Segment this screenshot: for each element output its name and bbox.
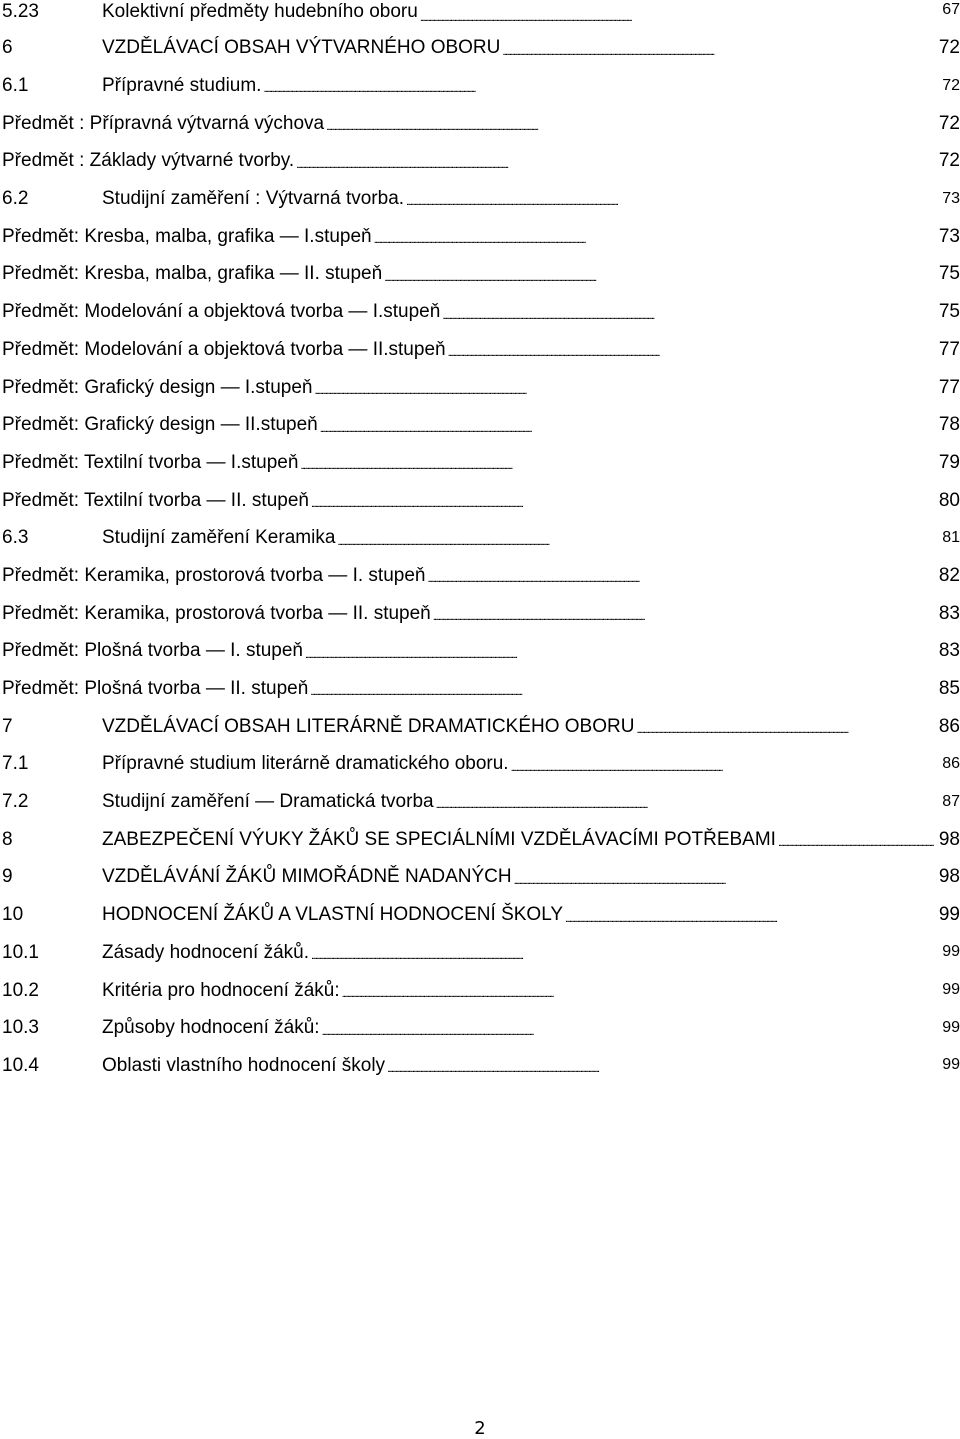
toc-entry-page: 85 xyxy=(938,678,960,700)
toc-dot-leader xyxy=(311,952,934,960)
toc-entry-page: 73 xyxy=(938,225,960,247)
toc-entry-page: 72 xyxy=(942,76,960,94)
toc-entry-page: 78 xyxy=(938,414,960,436)
toc-entry[interactable] xyxy=(2,934,960,972)
toc-dot-leader xyxy=(442,312,934,320)
toc-entry[interactable] xyxy=(2,29,960,67)
toc-entry[interactable] xyxy=(2,745,960,783)
toc-entry[interactable] xyxy=(2,481,960,519)
toc-entry-number: 6.2 xyxy=(2,188,29,210)
toc-dot-leader xyxy=(326,123,934,131)
toc-entry[interactable] xyxy=(2,0,960,29)
toc-dot-leader xyxy=(514,877,934,885)
toc-entry-page: 87 xyxy=(942,792,960,810)
toc-entry[interactable] xyxy=(2,331,960,369)
toc-entry[interactable] xyxy=(2,670,960,708)
toc-entry-title: Předmět: Textilní tvorba — II. stupeň xyxy=(2,489,309,511)
toc-entry-page: 75 xyxy=(938,301,960,323)
toc-entry-page: 86 xyxy=(938,715,960,737)
toc-entry-page: 98 xyxy=(938,866,960,888)
toc-entry-title: VZDĚLÁVACÍ OBSAH VÝTVARNÉHO OBORU xyxy=(102,37,501,59)
toc-entry-title: VZDĚLÁVÁNÍ ŽÁKŮ MIMOŘÁDNĚ NADANÝCH xyxy=(102,866,512,888)
toc-entry-number: 6 xyxy=(2,37,13,59)
toc-entry-page: 83 xyxy=(938,640,960,662)
toc-dot-leader xyxy=(427,575,934,583)
toc-entry-title: Studijní zaměření : Výtvarná tvorba. xyxy=(102,188,405,210)
toc-entry-page: 72 xyxy=(938,37,960,59)
toc-dot-leader xyxy=(296,161,934,169)
toc-entry-number: 10 xyxy=(2,904,24,926)
toc-entry-number: 10.4 xyxy=(2,1054,39,1076)
toc-entry-number: 7.1 xyxy=(2,753,29,775)
toc-entry-page: 99 xyxy=(942,1018,960,1036)
toc-entry[interactable] xyxy=(2,971,960,1009)
toc-dot-leader xyxy=(263,85,934,93)
toc-dot-leader xyxy=(436,801,934,809)
toc-entry-title: Předmět: Keramika, prostorová tvorba — II. stupeň xyxy=(2,602,431,624)
toc-entry[interactable] xyxy=(2,1047,960,1085)
toc-entry-page: 83 xyxy=(938,602,960,624)
toc-entry-page: 73 xyxy=(942,189,960,207)
toc-entry[interactable] xyxy=(2,180,960,218)
toc-entry-page: 67 xyxy=(942,1,960,18)
toc-entry-page: 79 xyxy=(938,451,960,473)
toc-entry-title: Způsoby hodnocení žáků: xyxy=(102,1017,320,1039)
toc-entry-title: Předmět: Modelování a objektová tvorba — I.stupeň xyxy=(2,301,441,323)
toc-entry[interactable] xyxy=(2,783,960,821)
toc-entry-title: Studijní zaměření — Dramatická tvorba xyxy=(102,791,434,813)
toc-entry-title: Předmět: Grafický design — II.stupeň xyxy=(2,414,318,436)
toc-entry-title: Předmět: Grafický design — I.stupeň xyxy=(2,376,313,398)
toc-entry[interactable] xyxy=(2,444,960,482)
toc-entry[interactable] xyxy=(2,519,960,557)
toc-dot-leader xyxy=(314,387,934,395)
toc-entry-title: Předmět: Textilní tvorba — I.stupeň xyxy=(2,451,299,473)
toc-entry-page: 86 xyxy=(942,754,960,772)
toc-dot-leader xyxy=(322,1028,934,1036)
toc-dot-leader xyxy=(448,349,934,357)
toc-entry[interactable] xyxy=(2,820,960,858)
toc-entry-title: Zásady hodnocení žáků. xyxy=(102,941,310,963)
toc-entry-title: Studijní zaměření Keramika xyxy=(102,527,336,549)
toc-dot-leader xyxy=(433,613,934,621)
toc-entry-title: Předmět: Keramika, prostorová tvorba — I. stupeň xyxy=(2,564,426,586)
toc-entry-page: 72 xyxy=(938,112,960,134)
toc-entry-number: 10.3 xyxy=(2,1017,39,1039)
toc-entry-title: Předmět: Kresba, malba, grafika — II. stupeň xyxy=(2,263,383,285)
toc-dot-leader xyxy=(320,425,934,433)
page-number: 2 xyxy=(474,1418,486,1439)
toc-entry-title: Přípravné studium literárně dramatického oboru. xyxy=(102,753,509,775)
toc-dot-leader xyxy=(565,915,934,923)
toc-entry-page: 99 xyxy=(942,981,960,999)
toc-entry-page: 72 xyxy=(938,150,960,172)
toc-dot-leader xyxy=(636,726,934,734)
toc-dot-leader xyxy=(511,764,934,772)
toc-entry-title: Předmět : Základy výtvarné tvorby. xyxy=(2,150,295,172)
toc-entry[interactable] xyxy=(2,255,960,293)
toc-dot-leader xyxy=(300,462,934,470)
toc-dot-leader xyxy=(420,14,934,22)
toc-entry-page: 82 xyxy=(938,564,960,586)
toc-entry-page: 80 xyxy=(938,489,960,511)
toc-entry-title: Kritéria pro hodnocení žáků: xyxy=(102,979,340,1001)
toc-entry-page: 81 xyxy=(942,528,960,546)
toc-dot-leader xyxy=(406,198,934,206)
table-of-contents xyxy=(2,0,960,1084)
toc-entry[interactable] xyxy=(2,557,960,595)
toc-entry-title: VZDĚLÁVACÍ OBSAH LITERÁRNĚ DRAMATICKÉHO OBORU xyxy=(102,715,635,737)
toc-entry[interactable] xyxy=(2,406,960,444)
toc-dot-leader xyxy=(342,990,934,998)
toc-entry-page: 99 xyxy=(942,1056,960,1074)
toc-dot-leader xyxy=(387,1065,934,1073)
toc-entry-title: Předmět: Modelování a objektová tvorba — II.stupeň xyxy=(2,338,446,360)
toc-dot-leader xyxy=(305,651,934,659)
toc-entry-number: 9 xyxy=(2,866,13,888)
toc-entry-title: Předmět : Přípravná výtvarná výchova xyxy=(2,112,325,134)
toc-entry-page: 75 xyxy=(938,263,960,285)
toc-entry-page: 77 xyxy=(938,376,960,398)
toc-entry[interactable] xyxy=(2,142,960,180)
toc-entry-title: ZABEZPEČENÍ VÝUKY ŽÁKŮ SE SPECIÁLNÍMI VZDĚLÁVACÍMI POTŘEBAMI xyxy=(102,828,776,850)
toc-dot-leader xyxy=(310,688,934,696)
toc-dot-leader xyxy=(311,500,934,508)
toc-entry-title: Přípravné studium. xyxy=(102,75,262,97)
toc-entry[interactable] xyxy=(2,368,960,406)
toc-entry[interactable] xyxy=(2,1009,960,1047)
toc-entry-title: Oblasti vlastního hodnocení školy xyxy=(102,1054,386,1076)
toc-entry[interactable] xyxy=(2,594,960,632)
toc-dot-leader xyxy=(778,839,934,847)
toc-dot-leader xyxy=(374,236,934,244)
toc-entry[interactable] xyxy=(2,104,960,142)
toc-entry-number: 5.23 xyxy=(2,1,39,22)
toc-entry[interactable] xyxy=(2,896,960,934)
toc-entry-page: 98 xyxy=(938,828,960,850)
toc-entry[interactable] xyxy=(2,217,960,255)
toc-entry[interactable] xyxy=(2,707,960,745)
toc-entry-number: 10.2 xyxy=(2,979,39,1001)
toc-entry-number: 7 xyxy=(2,715,13,737)
toc-entry[interactable] xyxy=(2,67,960,105)
toc-entry-number: 10.1 xyxy=(2,941,39,963)
toc-entry-page: 99 xyxy=(938,904,960,926)
toc-entry[interactable] xyxy=(2,632,960,670)
toc-entry[interactable] xyxy=(2,858,960,896)
toc-entry-title: Předmět: Plošná tvorba — II. stupeň xyxy=(2,678,309,700)
toc-entry-title: HODNOCENÍ ŽÁKŮ A VLASTNÍ HODNOCENÍ ŠKOLY xyxy=(102,904,564,926)
toc-entry-title: Předmět: Kresba, malba, grafika — I.stupeň xyxy=(2,225,372,247)
toc-entry-page: 77 xyxy=(938,338,960,360)
toc-entry-number: 6.3 xyxy=(2,527,29,549)
toc-entry-number: 8 xyxy=(2,828,13,850)
toc-entry-number: 6.1 xyxy=(2,75,29,97)
toc-entry-title: Předmět: Plošná tvorba — I. stupeň xyxy=(2,640,303,662)
toc-dot-leader xyxy=(337,538,934,546)
toc-entry-title: Kolektivní předměty hudebního oboru xyxy=(102,1,418,22)
toc-dot-leader xyxy=(502,48,934,56)
toc-dot-leader xyxy=(384,274,934,282)
toc-entry-number: 7.2 xyxy=(2,791,29,813)
toc-entry[interactable] xyxy=(2,293,960,331)
toc-entry-page: 99 xyxy=(942,943,960,961)
